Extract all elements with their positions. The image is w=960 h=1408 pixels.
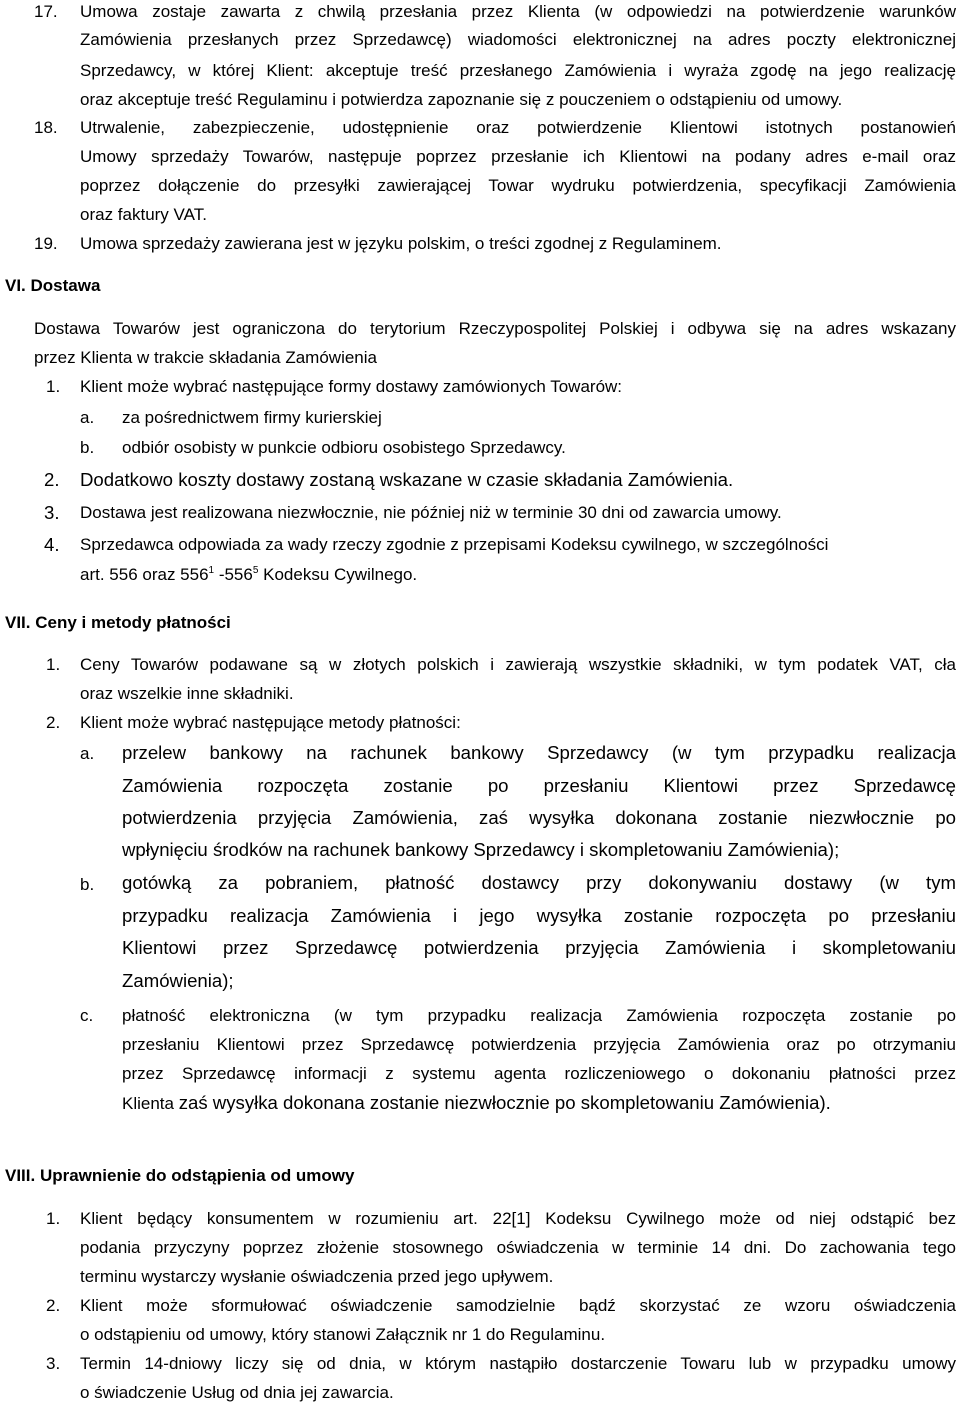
p18-line-2: Umowy sprzedaży Towarów, następuje poprzez przesłanie ich Klientowi na podany adres e-mail oraz: [80, 147, 956, 166]
s8-p2-line-2: o odstąpieniu od umowy, który stanowi Załącznik nr 1 do Regulaminu.: [80, 1325, 606, 1344]
item-number: 3.: [46, 1354, 61, 1373]
p17-line-4: oraz akceptuje treść Regulaminu i potwierdza zapoznanie się z pouczeniem o odstąpieniu od umowy.: [80, 90, 843, 109]
s6-p4-line-1: Sprzedawca odpowiada za wady rzeczy zgodnie z przepisami Kodeksu cywilnego, w szczególności: [80, 535, 829, 554]
s7-pa-line-3: potwierdzenia przyjęcia Zamówienia, zaś wysyłka dokonana zostanie niezwłocznie po: [122, 807, 956, 828]
p18-line-4: oraz faktury VAT.: [80, 205, 207, 224]
s8-p1-line-2: podania przyczyny poprzez złożenie stosownego oświadczenia w terminie 14 dni. Do zachowania tego: [80, 1238, 956, 1257]
s7-p2-text: Klient może wybrać następujące metody płatności:: [80, 713, 461, 732]
item-number: 2.: [46, 713, 61, 732]
s6-p4-text-b: -556: [214, 565, 253, 584]
s6-p2-text: Dodatkowo koszty dostawy zostaną wskazane w czasie składania Zamówienia.: [80, 469, 734, 490]
s6-p1-text: Klient może wybrać następujące formy dostawy zamówionych Towarów:: [80, 377, 623, 396]
item-letter: b.: [80, 438, 95, 457]
s7-pc-line-1: płatność elektroniczna (w tym przypadku realizacja Zamówienia rozpoczęta zostanie po: [122, 1006, 956, 1025]
item-number: 1.: [46, 655, 61, 674]
p19-line-1: Umowa sprzedaży zawierana jest w języku polskim, o treści zgodnej z Regulaminem.: [80, 234, 722, 253]
s7-pa-line-4: wpłynięciu środków na rachunek bankowy Sprzedawcy i skompletowaniu Zamówienia);: [122, 839, 840, 860]
s7-pb-line-2: przypadku realizacja Zamówienia i jego wysyłka zostanie rozpoczęta po przesłaniu: [122, 905, 956, 926]
item-number: 3.: [44, 502, 60, 523]
p17-line-3: Sprzedawcy, w której Klient: akceptuje treść przesłanego Zamówienia i wyraża zgodę na jego realizację: [80, 61, 956, 80]
s7-pc-line-4-b: zaś wysyłka dokonana zostanie niezwłocznie po skompletowaniu Zamówienia).: [178, 1092, 831, 1113]
p17-line-2: Zamówienia przesłanych przez Sprzedawcę) wiadomości elektronicznej na adres poczty elektronicznej: [80, 30, 956, 49]
superscript-1: 1: [208, 565, 215, 576]
s8-p1-line-1: Klient będący konsumentem w rozumieniu art. 22[1] Kodeksu Cywilnego może od niej odstąpić bez: [80, 1209, 956, 1228]
s7-pc-line-3: przez Sprzedawcę informacji z systemu agenta rozliczeniowego o dokonaniu płatności przez: [122, 1064, 956, 1083]
s6-p4-text-a: art. 556 oraz 556: [80, 565, 209, 584]
item-number: 19.: [34, 234, 58, 253]
item-letter: a.: [80, 408, 95, 427]
s8-p2-line-1: Klient może sformułować oświadczenie samodzielnie bądź skorzystać ze wzoru oświadczenia: [80, 1296, 956, 1315]
s6-intro-line-2: przez Klienta w trakcie składania Zamówienia: [34, 348, 377, 367]
superscript-5: 5: [252, 565, 259, 576]
item-number: 4.: [44, 534, 60, 555]
s8-p3-line-1: Termin 14-dniowy liczy się od dnia, w którym nastąpiło dostarczenie Towaru lub w przypadku umowy: [80, 1354, 956, 1373]
s7-pa-line-1: przelew bankowy na rachunek bankowy Sprzedawcy (w tym przypadku realizacja: [122, 742, 956, 763]
section-heading-vi: VI. Dostawa: [5, 276, 101, 295]
s7-pb-line-4: Zamówienia);: [122, 970, 234, 991]
item-letter: a.: [80, 744, 95, 763]
item-number: 17.: [34, 2, 58, 21]
s7-pc-line-4-a: Klienta: [122, 1094, 179, 1113]
s7-pc-line-2: przesłaniu Klientowi przez Sprzedawcę potwierdzenia przyjęcia Zamówienia oraz po otrzymaniu: [122, 1035, 956, 1054]
p18-line-1: Utrwalenie, zabezpieczenie, udostępnienie oraz potwierdzenie Klientowi istotnych postanowień: [80, 118, 956, 137]
item-letter: c.: [80, 1006, 94, 1025]
item-number: 1.: [46, 377, 61, 396]
s8-p3-line-2: o świadczenie Usług od dnia jej zawarcia.: [80, 1383, 394, 1402]
s6-p1a-text: za pośrednictwem firmy kurierskiej: [122, 408, 382, 427]
s6-p3-text: Dostawa jest realizowana niezwłocznie, nie później niż w terminie 30 dni od zawarcia umowy.: [80, 503, 782, 522]
s8-p1-line-3: terminu wystarczy wysłanie oświadczenia przed jego upływem.: [80, 1267, 554, 1286]
s6-intro-line-1: Dostawa Towarów jest ograniczona do terytorium Rzeczypospolitej Polskiej i odbywa się na adres wskazany: [34, 319, 956, 338]
s6-p4-line-2: [80, 561, 417, 589]
p17-line-1: Umowa zostaje zawarta z chwilą przesłania przez Klienta (w odpowiedzi na potwierdzenie warunków: [80, 2, 956, 21]
p18-line-3: poprzez dołączenie do przesyłki zawierającej Towar wydruku potwierdzenia, specyfikacji Zamówienia: [80, 176, 956, 195]
item-number: 18.: [34, 118, 58, 137]
item-number: 2.: [46, 1296, 61, 1315]
s7-p1-line-1: Ceny Towarów podawane są w złotych polskich i zawierają wszystkie składniki, w tym podatek VAT, cła: [80, 655, 956, 674]
section-heading-viii: VIII. Uprawnienie do odstąpienia od umowy: [5, 1166, 355, 1185]
item-number: 1.: [46, 1209, 61, 1228]
s7-pc-line-4: [122, 1089, 831, 1118]
s6-p4-text-c: Kodeksu Cywilnego.: [258, 565, 418, 584]
item-letter: b.: [80, 875, 95, 894]
s7-pa-line-2: Zamówienia rozpoczęta zostanie po przesłaniu Klientowi przez Sprzedawcę: [122, 775, 956, 796]
s7-pb-line-3: Klientowi przez Sprzedawcę potwierdzenia przyjęcia Zamówienia i skompletowaniu: [122, 937, 956, 958]
s6-p1b-text: odbiór osobisty w punkcie odbioru osobistego Sprzedawcy.: [122, 438, 566, 457]
section-heading-vii: VII. Ceny i metody płatności: [5, 613, 231, 632]
item-number: 2.: [44, 469, 60, 490]
s7-pb-line-1: gotówką za pobraniem, płatność dostawcy przy dokonywaniu dostawy (w tym: [122, 872, 956, 893]
s7-p1-line-2: oraz wszelkie inne składniki.: [80, 684, 294, 703]
